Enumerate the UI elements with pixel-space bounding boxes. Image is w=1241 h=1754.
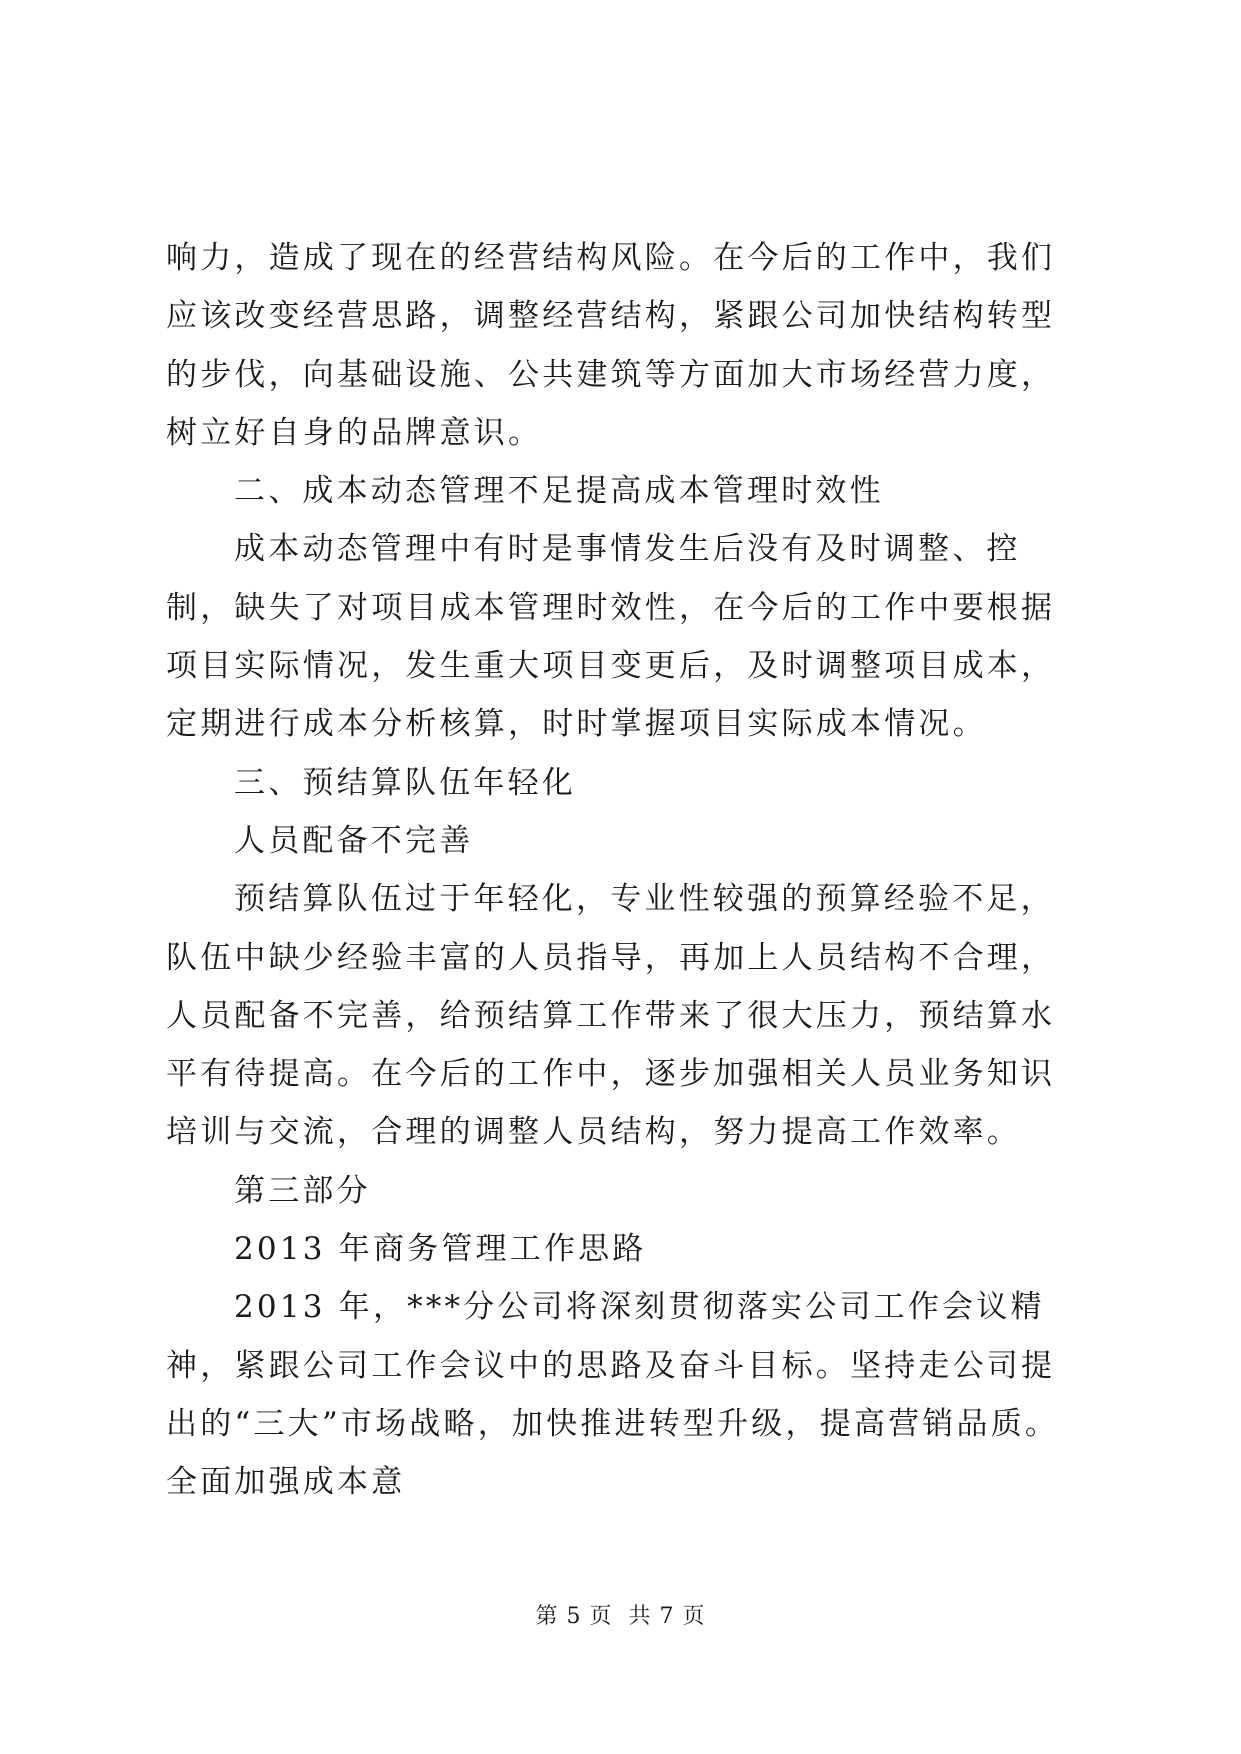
paragraph: 2013 年，***分公司将深刻贯彻落实公司工作会议精神，紧跟公司工作会议中的思路及奋斗目标。坚持走公司提出的“三大”市场战略，加快推进转型升级，提高营销品质。全面加强成本意 [166,1289,1060,1501]
part-title: 2013 年商务管理工作思路 [234,1231,647,1268]
page-number: 第 5 页 [535,1604,613,1629]
document-body [166,229,1086,1512]
section-heading: 三、预结算队伍年轻化 [234,764,576,801]
paragraph: 成本动态管理中有时是事情发生后没有及时调整、控制，缺失了对项目成本管理时效性，在今后的工作中要根据项目实际情况，发生重大项目变更后，及时调整项目成本，定期进行成本分析核算，时时掌握项目实际成本情况。 [166,531,1056,743]
section-heading: 二、成本动态管理不足提高成本管理时效性 [234,473,884,510]
page-total: 共 7 页 [628,1604,706,1629]
subheading: 人员配备不完善 [234,822,474,859]
paragraph: 响力，造成了现在的经营结构风险。在今后的工作中，我们应该改变经营思路，调整经营结构，紧跟公司加快结构转型的步伐，向基础设施、公共建筑等方面加大市场经营力度，树立好自身的品牌意识。 [166,240,1056,451]
part-heading: 第三部分 [234,1172,371,1209]
paragraph: 预结算队伍过于年轻化，专业性较强的预算经验不足，队伍中缺少经验丰富的人员指导，再加上人员结构不合理，人员配备不完善，给预结算工作带来了很大压力，预结算水平有待提高。在今后的工作中，逐步加强相关人员业务知识培训与交流，合理的调整人员结构，努力提高工作效率。 [166,881,1056,1151]
page-footer [0,1599,1241,1630]
